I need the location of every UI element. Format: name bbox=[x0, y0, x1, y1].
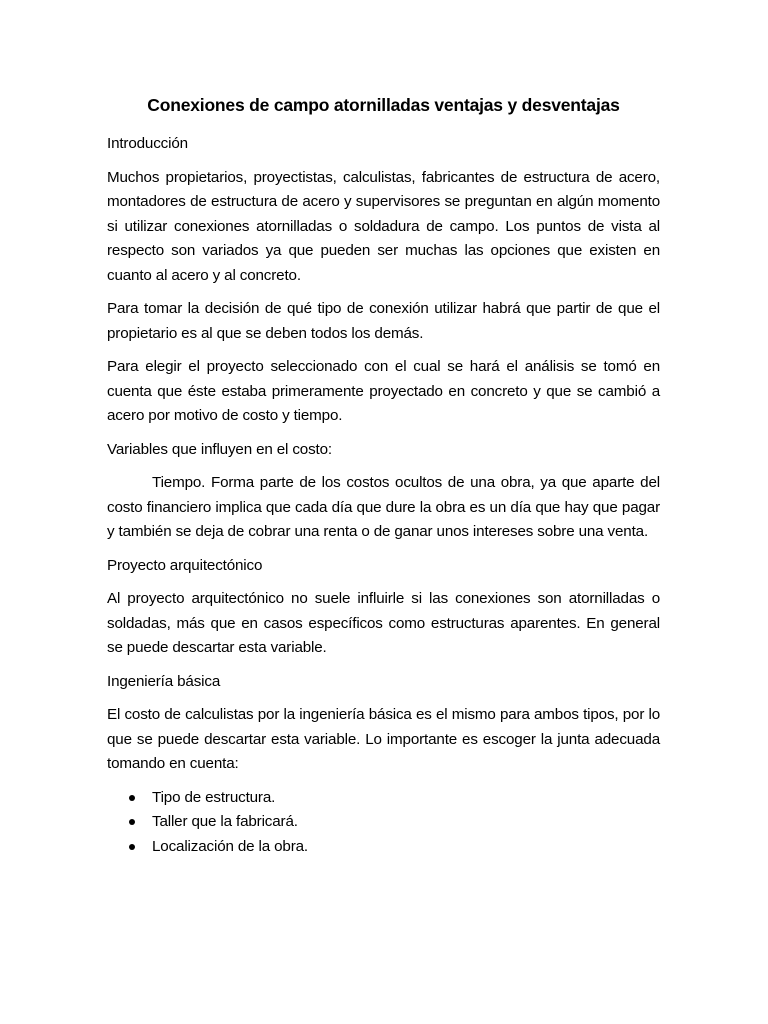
document-page bbox=[107, 92, 660, 859]
section-heading-introduccion: Introducción bbox=[107, 135, 188, 152]
document-title: Conexiones de campo atornilladas ventajas y desventajas bbox=[147, 95, 620, 115]
paragraph-tiempo: Tiempo. Forma parte de los costos ocultos de una obra, ya que aparte del costo financiero implica que cada día que dure la obra es un día que hay que pagar y también se deja de cobrar una renta o de ganar unos intereses sobre una venta. bbox=[107, 474, 660, 540]
bullet-list bbox=[107, 786, 660, 860]
paragraph-2: Para tomar la decisión de qué tipo de conexión utilizar habrá que partir de que el propietario es al que se deben todos los demás. bbox=[107, 300, 660, 342]
section-heading-ingenieria-basica: Ingeniería básica bbox=[107, 672, 221, 690]
section-heading-variables: Variables que influyen en el costo: bbox=[107, 440, 332, 458]
list-item bbox=[107, 786, 660, 811]
list-item-text: Taller que la fabricará. bbox=[152, 813, 298, 830]
paragraph-ingenieria-basica: El costo de calculistas por la ingeniería básica es el mismo para ambos tipos, por lo que se puede descartar esta variable. Lo importante es escoger la junta adecuada tomando en cuenta: bbox=[107, 706, 660, 772]
paragraph-proyecto-arquitectonico: Al proyecto arquitectónico no suele influirle si las conexiones son atornilladas o soldadas, más que en casos específicos como estructuras aparentes. En general se puede descartar esta variable. bbox=[107, 590, 660, 656]
bullet-icon bbox=[129, 795, 135, 801]
list-item-text: Localización de la obra. bbox=[152, 837, 308, 855]
bullet-icon bbox=[129, 819, 135, 825]
list-item bbox=[107, 810, 660, 835]
section-heading-proyecto-arquitectonico: Proyecto arquitectónico bbox=[107, 556, 263, 574]
list-item bbox=[107, 835, 660, 860]
paragraph-1: Muchos propietarios, proyectistas, calculistas, fabricantes de estructura de acero, montadores de estructura de acero y supervisores se preguntan en algún momento si utilizar conexiones atornilladas o soldadura de campo. Los puntos de vista al respecto son variados ya que pueden ser muchas las opciones que existen en cuanto al acero y al concreto. bbox=[107, 168, 660, 284]
paragraph-3: Para elegir el proyecto seleccionado con el cual se hará el análisis se tomó en cuenta que éste estaba primeramente proyectado en concreto y que se cambió a acero por motivo de costo y tiempo. bbox=[107, 358, 660, 424]
list-item-text: Tipo de estructura. bbox=[152, 788, 276, 806]
bullet-icon bbox=[129, 844, 135, 850]
